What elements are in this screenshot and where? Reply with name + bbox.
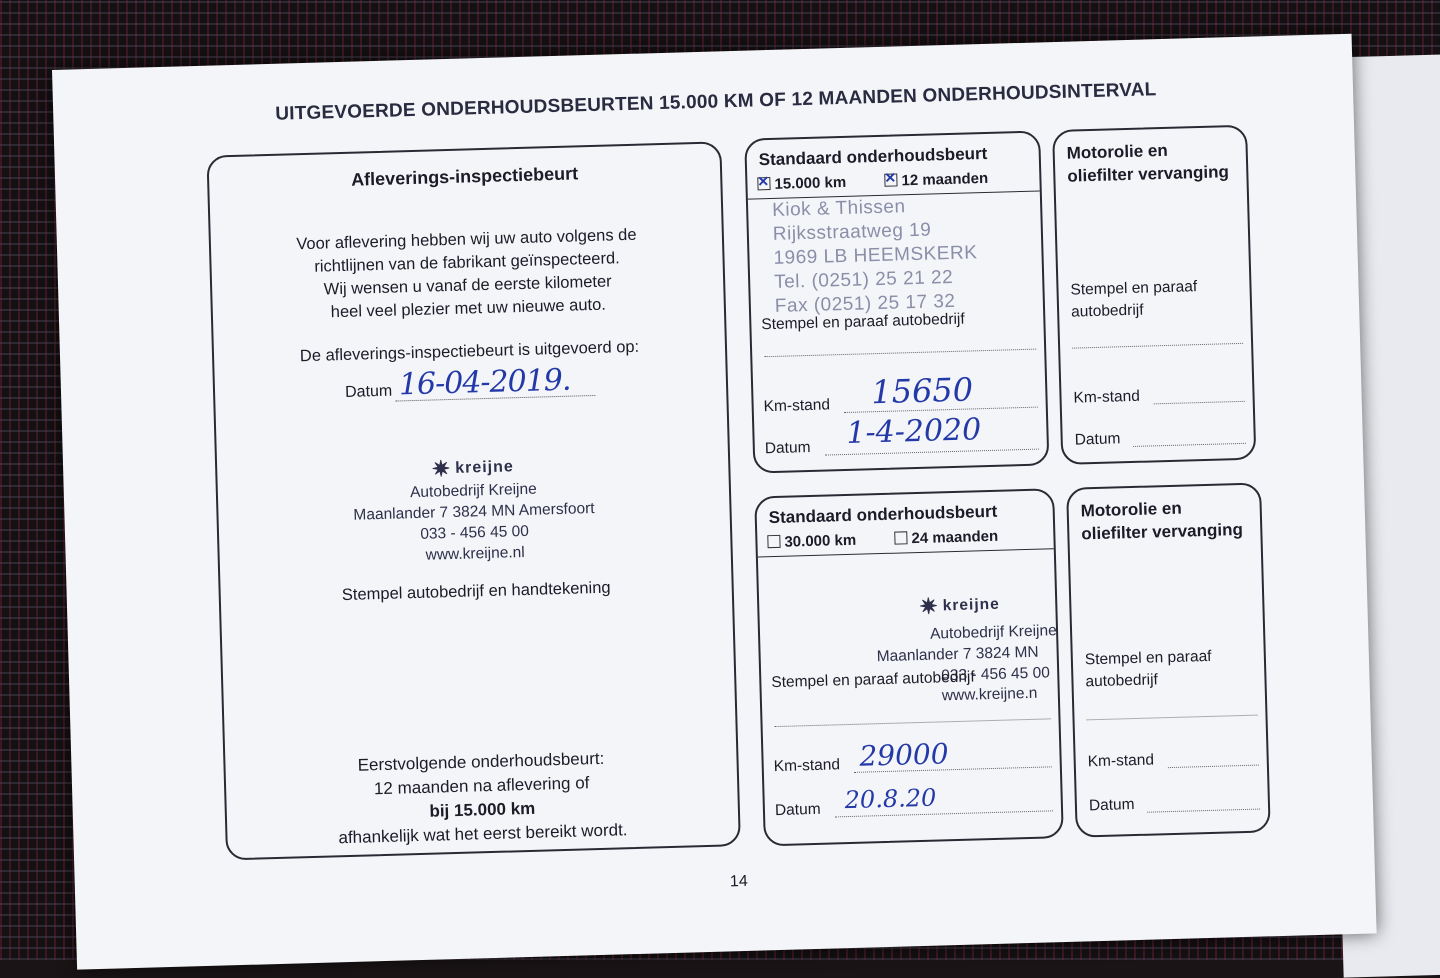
service-interval-checkboxes: 30.000 km 24 maanden <box>767 528 998 551</box>
datum-label: Datum <box>764 438 811 458</box>
km-label: Km-stand <box>1073 387 1141 407</box>
datum-dotted-line <box>1133 443 1246 447</box>
delivery-inspection-text: Voor aflevering hebben wij uw auto volgens de richtlijnen van de fabrikant geïnspecteerd. Wij wensen u vanaf de eerste kilometer heel veel plezier met uw nieuwe auto. <box>296 225 637 322</box>
handwritten-date: 20.8.20 <box>844 783 937 815</box>
dealer-stamp-line: Maanlander 7 3824 MN Amersfoort <box>353 500 595 524</box>
faded-stamp-line: Rijksstraatweg 19 <box>772 219 932 245</box>
stamp-dotted-line <box>1072 343 1243 349</box>
handwritten-date: 16-04-2019. <box>398 362 571 403</box>
checkbox-months[interactable] <box>894 531 907 544</box>
service-title: Standaard onderhoudsbeurt <box>768 501 998 528</box>
faded-stamp-line: Tel. (0251) 25 21 22 <box>773 266 954 293</box>
km-label: Km-stand <box>1087 751 1155 771</box>
inspection-done-label: De afleverings-inspectiebeurt is uitgevoerd op: <box>299 337 640 366</box>
dealer-stamp-line: Autobedrijf Kreijne <box>929 622 1057 643</box>
datum-label: Datum <box>1088 796 1135 815</box>
stamp-label: Stempel en paraaf autobedrijf <box>1084 647 1212 691</box>
datum-label: Datum <box>1074 430 1121 449</box>
dealer-stamp-line: Maanlander 7 3824 MN <box>876 643 1039 666</box>
stamp-label: Stempel en paraaf autobedrijf <box>761 310 965 334</box>
oil-title: Motorolie en oliefilter vervanging <box>1080 498 1244 544</box>
datum-label: Datum <box>774 800 821 820</box>
km-dotted-line <box>1168 765 1259 769</box>
dealer-stamp-line: Autobedrijf Kreijne <box>409 480 537 502</box>
oil-box-2 <box>1066 482 1271 837</box>
datum-label: Datum <box>344 382 393 401</box>
service-title: Standaard onderhoudsbeurt <box>758 143 988 170</box>
page-heading: UITGEVOERDE ONDERHOUDSBEURTEN 15.000 KM OF 12 MAANDEN ONDERHOUDSINTERVAL <box>275 79 1157 125</box>
checkbox-km[interactable] <box>757 177 770 190</box>
datum-dotted-line <box>1147 809 1260 813</box>
faded-stamp-line: 1969 LB HEEMSKERK <box>773 242 978 269</box>
faded-stamp-line: Kiok & Thissen <box>771 196 906 221</box>
faded-stamp-line: Fax (0251) 25 17 32 <box>774 290 956 317</box>
stamp-signature-label: Stempel autobedrijf en handtekening <box>341 578 611 605</box>
handwritten-date: 1-4-2020 <box>845 412 982 451</box>
booklet-page <box>52 34 1377 970</box>
stamp-dotted-line <box>775 718 1051 727</box>
page-number: 14 <box>729 872 748 891</box>
dealer-stamp-logo: ✷ kreijne <box>918 593 1000 619</box>
next-service-note: Eerstvolgende onderhoudsbeurt: 12 maanden na aflevering of bij 15.000 km afhankelijk wat het eerst bereikt wordt. <box>338 748 628 848</box>
dealer-stamp-logo: ✷ kreijne <box>431 456 515 482</box>
oil-title: Motorolie en oliefilter vervanging <box>1066 140 1230 186</box>
handwritten-km: 29000 <box>859 737 949 773</box>
star-logo-icon: ✷ <box>431 456 452 482</box>
dealer-stamp-line: 033 - 456 45 00 <box>420 522 530 543</box>
dealer-stamp-line: 033 - 456 45 00 <box>941 664 1051 685</box>
oil-box-1 <box>1052 125 1256 465</box>
dealer-stamp-line: www.kreijne.n <box>941 684 1038 705</box>
km-label: Km-stand <box>763 396 831 416</box>
checkbox-months[interactable] <box>884 173 897 186</box>
stamp-label: Stempel en paraaf autobedrijf <box>771 668 975 692</box>
star-logo-icon: ✷ <box>918 593 940 619</box>
service-box-1 <box>744 130 1049 473</box>
delivery-inspection-title: Afleverings-inspectiebeurt <box>350 163 579 190</box>
checkbox-km[interactable] <box>767 535 780 548</box>
km-label: Km-stand <box>773 756 841 776</box>
stamp-dotted-line <box>1087 715 1258 721</box>
service-box-2 <box>754 488 1064 846</box>
dealer-stamp-line: www.kreijne.nl <box>425 543 525 564</box>
handwritten-km: 15650 <box>870 370 974 412</box>
stamp-dotted-line <box>764 349 1036 358</box>
km-dotted-line <box>1154 401 1245 405</box>
delivery-inspection-box <box>206 141 740 860</box>
stamp-label: Stempel en paraaf autobedrijf <box>1070 278 1198 321</box>
service-interval-checkboxes: ✕15.000 km ✕ 12 maanden <box>757 170 988 193</box>
